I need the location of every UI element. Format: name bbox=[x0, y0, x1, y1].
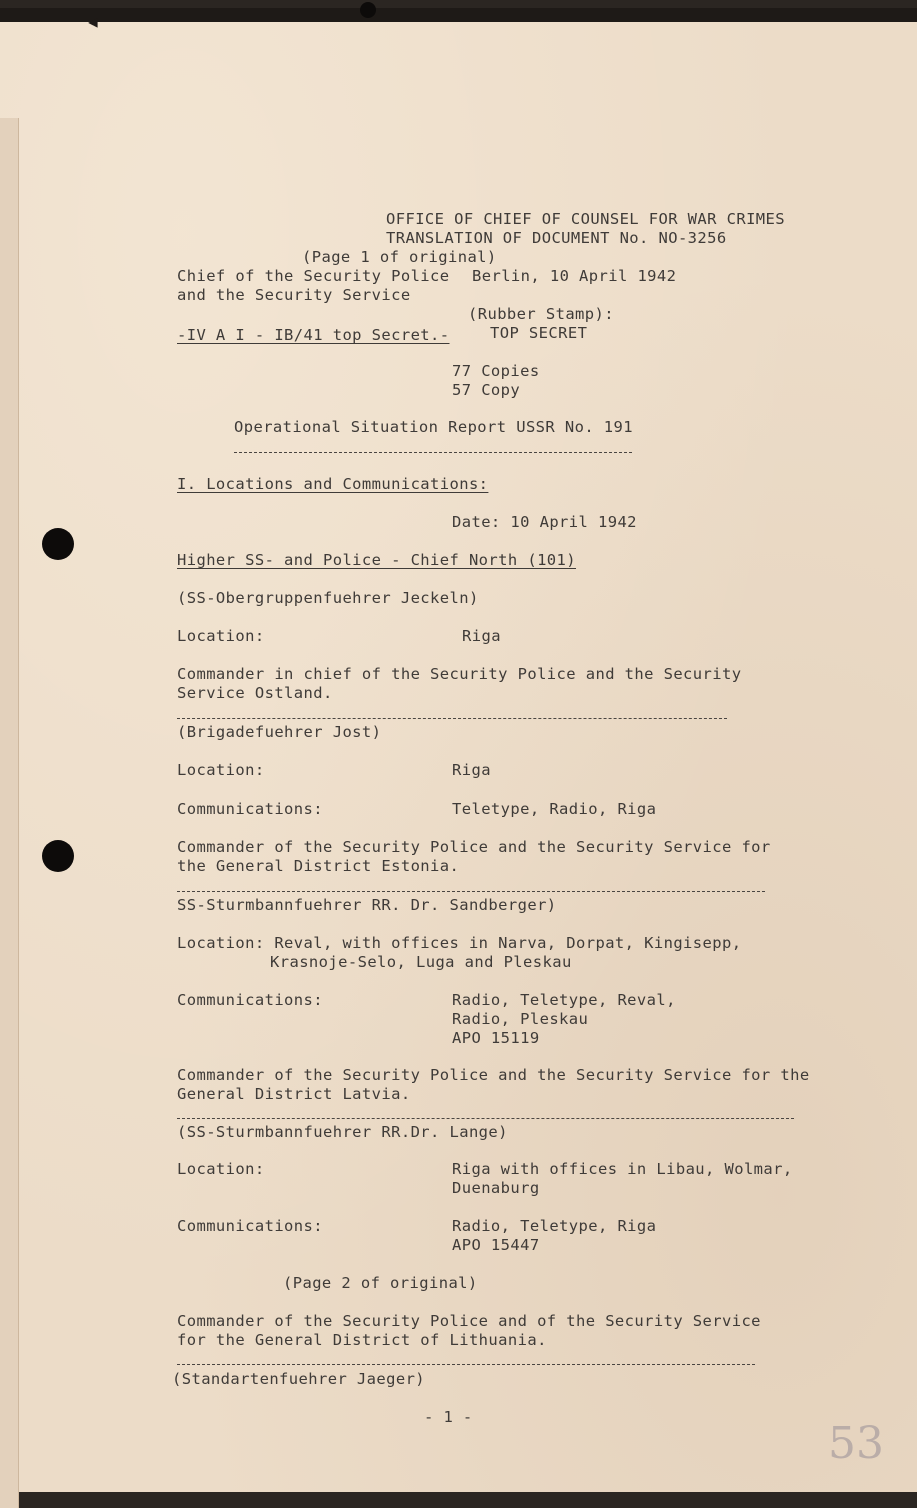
scan-top-edge bbox=[0, 8, 917, 22]
ostland-title-2: Service Ostland. bbox=[177, 684, 333, 702]
latvia-location-1: Riga with offices in Libau, Wolmar, bbox=[452, 1160, 793, 1178]
latvia-location-2: Duenaburg bbox=[452, 1179, 540, 1197]
north-person: (SS-Obergruppenfuehrer Jeckeln) bbox=[177, 589, 479, 607]
sender-line-2: and the Security Service bbox=[177, 286, 411, 304]
estonia-location-1: Location: Reval, with offices in Narva, Dorpat, Kingisepp, bbox=[177, 934, 742, 952]
estonia-comm-1: Radio, Teletype, Reval, bbox=[452, 991, 676, 1009]
document-page bbox=[0, 8, 917, 1492]
corner-mark: ◀ bbox=[88, 12, 98, 31]
lithuania-rule bbox=[177, 1364, 755, 1365]
latvia-location-label: Location: bbox=[177, 1160, 265, 1178]
latvia-person: (SS-Sturmbannfuehrer RR.Dr. Lange) bbox=[177, 1123, 508, 1141]
page-2-note: (Page 2 of original) bbox=[283, 1274, 478, 1292]
translation-line: TRANSLATION OF DOCUMENT No. NO-3256 bbox=[386, 229, 727, 247]
estonia-person: SS-Sturmbannfuehrer RR. Dr. Sandberger) bbox=[177, 896, 557, 914]
ostland-comm-label: Communications: bbox=[177, 800, 323, 818]
latvia-title-2: General District Latvia. bbox=[177, 1085, 411, 1103]
reference-number: -IV A I - IB/41 top Secret.- bbox=[177, 326, 450, 344]
lithuania-title-1: Commander of the Security Police and of the Security Service bbox=[177, 1312, 761, 1330]
latvia-comm-1: Radio, Teletype, Riga bbox=[452, 1217, 657, 1235]
latvia-title-1: Commander of the Security Police and the Security Service for the bbox=[177, 1066, 810, 1084]
punch-hole-upper bbox=[42, 528, 74, 560]
place-date: Berlin, 10 April 1942 bbox=[472, 267, 677, 285]
page-1-note: (Page 1 of original) bbox=[302, 248, 497, 266]
copies-total: 77 Copies bbox=[452, 362, 540, 380]
north-title: Higher SS- and Police - Chief North (101) bbox=[177, 551, 577, 569]
page-number: - 1 - bbox=[424, 1408, 473, 1426]
estonia-comm-label: Communications: bbox=[177, 991, 323, 1009]
punch-hole-top bbox=[360, 2, 376, 18]
office-header: OFFICE OF CHIEF OF COUNSEL FOR WAR CRIMES bbox=[386, 210, 786, 228]
ostland-title-1: Commander in chief of the Security Police and the Security bbox=[177, 665, 742, 683]
lithuania-person: (Standartenfuehrer Jaeger) bbox=[172, 1370, 426, 1388]
section-date: Date: 10 April 1942 bbox=[452, 513, 637, 531]
lithuania-title-2: for the General District of Lithuania. bbox=[177, 1331, 547, 1349]
punch-hole-lower bbox=[42, 840, 74, 872]
estonia-title-2: the General District Estonia. bbox=[177, 857, 460, 875]
ostland-comm-value: Teletype, Radio, Riga bbox=[452, 800, 657, 818]
estonia-title-1: Commander of the Security Police and the Security Service for bbox=[177, 838, 771, 856]
estonia-comm-3: APO 15119 bbox=[452, 1029, 540, 1047]
copy-number: 57 Copy bbox=[452, 381, 521, 399]
page-left-edge bbox=[0, 118, 19, 1508]
estonia-rule bbox=[177, 891, 765, 892]
latvia-comm-label: Communications: bbox=[177, 1217, 323, 1235]
stamp-label: (Rubber Stamp): bbox=[468, 305, 614, 323]
north-location-label: Location: bbox=[177, 627, 265, 645]
north-location-value: Riga bbox=[462, 627, 501, 645]
ostland-rule bbox=[177, 718, 727, 719]
sender-line-1: Chief of the Security Police bbox=[177, 267, 450, 285]
ostland-location-value: Riga bbox=[452, 761, 491, 779]
title-rule bbox=[234, 452, 632, 453]
section-heading: I. Locations and Communications: bbox=[177, 475, 489, 493]
estonia-location-2: Krasnoje-Selo, Luga and Pleskau bbox=[270, 953, 572, 971]
latvia-comm-2: APO 15447 bbox=[452, 1236, 540, 1254]
latvia-rule bbox=[177, 1118, 794, 1119]
estonia-comm-2: Radio, Pleskau bbox=[452, 1010, 589, 1028]
ostland-person: (Brigadefuehrer Jost) bbox=[177, 723, 382, 741]
pencil-mark: 53 bbox=[828, 1418, 884, 1469]
stamp-text: TOP SECRET bbox=[490, 324, 588, 342]
report-title: Operational Situation Report USSR No. 191 bbox=[234, 418, 634, 436]
ostland-location-label: Location: bbox=[177, 761, 265, 779]
